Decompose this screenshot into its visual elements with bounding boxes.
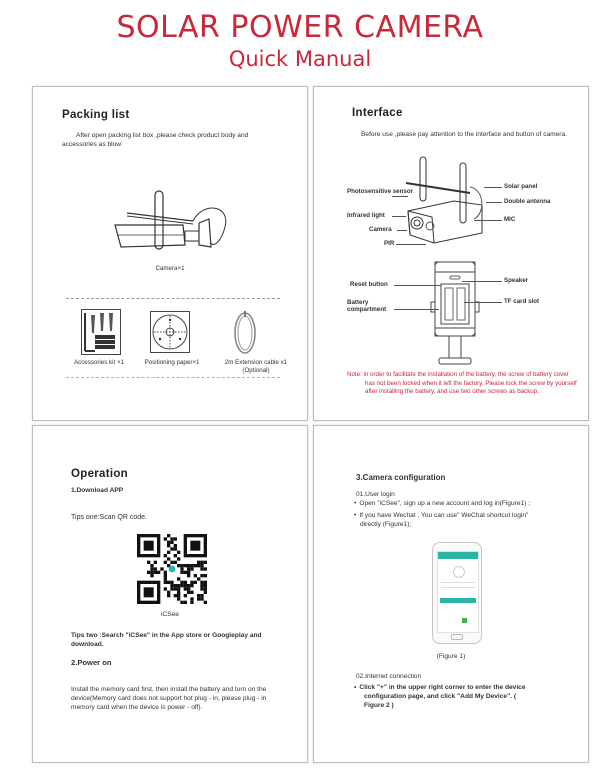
interface-heading: Interface xyxy=(352,107,403,119)
camera-side-illustration xyxy=(113,187,253,257)
qr-module xyxy=(200,564,203,567)
qr-module xyxy=(184,594,187,597)
packing-list-panel xyxy=(32,86,308,421)
battery-note: Note: in order to facilitate the installation of the battery, the screw of battery cover has not been locked when it left the factory. Please lock the screw by yourself after installing the battery, and use two other screws as backup. xyxy=(347,371,577,395)
qr-module xyxy=(187,574,190,577)
qr-code[interactable] xyxy=(137,534,207,604)
qr-module xyxy=(200,594,203,597)
qr-finder xyxy=(190,541,200,551)
qr-module xyxy=(180,581,183,584)
qr-module xyxy=(190,601,193,604)
qr-module xyxy=(167,581,170,584)
qr-finder xyxy=(144,587,154,597)
qr-module xyxy=(164,577,167,580)
qr-module xyxy=(194,581,197,584)
qr-module xyxy=(190,591,193,594)
interface-intro: Before use ,please pay attention to the interface and button of camera. xyxy=(361,131,568,138)
leader-line xyxy=(462,281,502,282)
username-field xyxy=(441,582,475,583)
label-pir: PIR xyxy=(384,240,395,247)
qr-module xyxy=(180,584,183,587)
qr-module xyxy=(187,567,190,570)
password-field xyxy=(441,587,475,588)
qr-module xyxy=(197,577,200,580)
label-solar-panel: Solar panel xyxy=(504,183,538,190)
label-infrared: Infrared light xyxy=(347,212,385,219)
packing-list-intro: After open packing list box ,please check product body and accessories as blow: xyxy=(62,132,249,148)
figure-1-caption: (Figure 1) xyxy=(436,653,466,660)
qr-module xyxy=(184,571,187,574)
qr-center-logo xyxy=(169,566,176,573)
qr-module xyxy=(167,594,170,597)
accessory-label-kit: Accessories kit ×1 xyxy=(73,359,125,366)
qr-module xyxy=(154,567,157,570)
app-logo-icon xyxy=(453,566,465,578)
power-on-instructions: Install the memory card first, then install the battery and turn on the device(Memory card does not support hot plug - in, please plug - in memory card when the device is power - off). xyxy=(71,686,267,711)
qr-module xyxy=(177,591,180,594)
qr-module xyxy=(167,557,170,560)
divider xyxy=(66,298,280,299)
qr-module xyxy=(180,564,183,567)
qr-module xyxy=(187,584,190,587)
divider xyxy=(66,377,280,378)
leader-line xyxy=(474,220,502,221)
qr-module xyxy=(164,561,167,564)
qr-module xyxy=(177,564,180,567)
label-camera: Camera xyxy=(369,226,392,233)
qr-module xyxy=(187,571,190,574)
qr-module xyxy=(150,574,153,577)
qr-module xyxy=(170,584,173,587)
qr-module xyxy=(204,561,207,564)
qr-module xyxy=(197,594,200,597)
tip-search-app: Tips two :Search "iCSee" in the App store or Googleplay and download. xyxy=(71,632,262,648)
qr-module xyxy=(180,601,183,604)
packing-list-heading: Packing list xyxy=(62,109,130,121)
camera-front-illustration xyxy=(404,157,504,242)
leader-line xyxy=(397,230,407,231)
qr-module xyxy=(147,561,150,564)
qr-module xyxy=(200,597,203,600)
qr-module xyxy=(154,561,157,564)
qr-module xyxy=(184,584,187,587)
accessory-label-cable: 2m Extension cable x1 xyxy=(224,359,288,366)
qr-module xyxy=(167,544,170,547)
manual-title: SOLAR POWER CAMERA xyxy=(116,10,484,45)
accessory-label-cable-optional: (Optional) xyxy=(242,367,270,374)
accessory-label-paper: Positioning paper×1 xyxy=(144,359,200,366)
qr-module xyxy=(204,567,207,570)
qr-module xyxy=(174,544,177,547)
qr-module xyxy=(147,571,150,574)
qr-module xyxy=(190,584,193,587)
qr-module xyxy=(200,587,203,590)
qr-module xyxy=(177,597,180,600)
positioning-paper-icon xyxy=(150,311,190,353)
user-login-title: 01.User login xyxy=(356,491,395,498)
qr-module xyxy=(200,561,203,564)
login-bullet-1: • Open "iCSee", sign up a new account and log in(Figure1) ; xyxy=(354,499,564,508)
manual-subtitle: Quick Manual xyxy=(228,47,372,71)
qr-module xyxy=(190,581,193,584)
qr-module xyxy=(204,581,207,584)
label-tf-card-slot: TF card slot xyxy=(504,298,540,305)
qr-module xyxy=(157,571,160,574)
qr-module xyxy=(164,581,167,584)
qr-module xyxy=(187,591,190,594)
camera-back-illustration xyxy=(431,262,479,366)
qr-module xyxy=(154,571,157,574)
qr-module xyxy=(184,601,187,604)
qr-module xyxy=(150,567,153,570)
qr-module xyxy=(164,574,167,577)
phone-screen xyxy=(437,551,479,633)
qr-module xyxy=(167,534,170,537)
qr-module xyxy=(174,587,177,590)
screws-kit-icon xyxy=(81,309,121,355)
login-bullet-2: • If you have Wechat , You can use" WeChat shortcut login" directly (Figure1); xyxy=(354,511,550,529)
step-download-app: 1.Download APP xyxy=(71,487,124,494)
qr-module xyxy=(150,564,153,567)
label-reset-button: Reset button xyxy=(350,281,388,288)
qr-module xyxy=(180,567,183,570)
operation-panel xyxy=(32,425,308,763)
qr-module xyxy=(167,591,170,594)
camera-config-heading: 3.Camera configuration xyxy=(356,473,446,482)
qr-module xyxy=(177,551,180,554)
qr-module xyxy=(190,564,193,567)
qr-module xyxy=(150,571,153,574)
qr-module xyxy=(180,571,183,574)
leader-line xyxy=(394,309,439,310)
label-mic: MIC xyxy=(504,216,516,223)
home-button xyxy=(451,634,463,640)
qr-module xyxy=(190,567,193,570)
qr-caption: iCSee xyxy=(161,611,179,618)
interface-panel xyxy=(313,86,589,421)
step-power-on: 2.Power on xyxy=(71,658,112,667)
label-speaker: Speaker xyxy=(504,277,529,284)
qr-module xyxy=(204,574,207,577)
qr-module xyxy=(197,564,200,567)
qr-module xyxy=(184,587,187,590)
label-double-antenna: Double antenna xyxy=(504,198,551,205)
phone-figure xyxy=(432,542,482,644)
qr-module xyxy=(197,597,200,600)
qr-module xyxy=(194,574,197,577)
leader-line xyxy=(394,285,441,286)
qr-module xyxy=(170,547,173,550)
label-battery-compartment: Battery compartment xyxy=(347,299,387,313)
qr-module xyxy=(204,601,207,604)
qr-module xyxy=(174,537,177,540)
qr-module xyxy=(177,584,180,587)
qr-module xyxy=(170,587,173,590)
qr-module xyxy=(187,564,190,567)
qr-module xyxy=(164,537,167,540)
qr-module xyxy=(160,567,163,570)
qr-module xyxy=(200,584,203,587)
qr-module xyxy=(167,541,170,544)
cable-icon xyxy=(231,309,259,355)
camera-caption: Camera×1 xyxy=(155,265,185,272)
qr-module xyxy=(204,591,207,594)
qr-module xyxy=(174,594,177,597)
qr-module xyxy=(170,581,173,584)
qr-module xyxy=(177,587,180,590)
qr-module xyxy=(194,564,197,567)
qr-module xyxy=(177,594,180,597)
qr-module xyxy=(177,577,180,580)
qr-module xyxy=(174,547,177,550)
qr-module xyxy=(200,581,203,584)
qr-finder xyxy=(144,541,154,551)
leader-line xyxy=(396,244,426,245)
qr-module xyxy=(170,541,173,544)
tip-scan-qr: Tips one:Scan QR code. xyxy=(71,514,148,521)
qr-module xyxy=(190,597,193,600)
leader-line xyxy=(486,202,502,203)
login-button[interactable] xyxy=(440,598,476,603)
qr-module xyxy=(177,557,180,560)
qr-module xyxy=(170,537,173,540)
qr-module xyxy=(200,574,203,577)
leader-line xyxy=(392,196,408,197)
internet-connection-title: 02.Internet connection xyxy=(356,673,422,680)
qr-module xyxy=(174,561,177,564)
qr-module xyxy=(174,584,177,587)
app-header-bar xyxy=(438,552,478,559)
qr-module xyxy=(204,584,207,587)
qr-module xyxy=(164,571,167,574)
qr-module xyxy=(184,581,187,584)
qr-module xyxy=(204,587,207,590)
qr-module xyxy=(184,564,187,567)
label-photosensitive: Photosensitive sensor xyxy=(347,188,414,195)
qr-module xyxy=(164,587,167,590)
operation-heading: Operation xyxy=(71,468,129,480)
qr-module xyxy=(167,551,170,554)
qr-module xyxy=(187,587,190,590)
leader-line xyxy=(392,216,406,217)
qr-module xyxy=(200,567,203,570)
internet-bullet-1: • Click "+" in the upper right corner to enter the device configuration page, and click "Add My Device". ( Figure 2 ) xyxy=(354,683,534,710)
qr-module xyxy=(174,554,177,557)
qr-module xyxy=(197,561,200,564)
leader-line xyxy=(464,302,502,303)
qr-module xyxy=(164,554,167,557)
camera-config-panel xyxy=(313,425,589,763)
leader-line xyxy=(484,187,502,188)
wechat-login-icon[interactable] xyxy=(462,618,467,623)
qr-module xyxy=(170,561,173,564)
